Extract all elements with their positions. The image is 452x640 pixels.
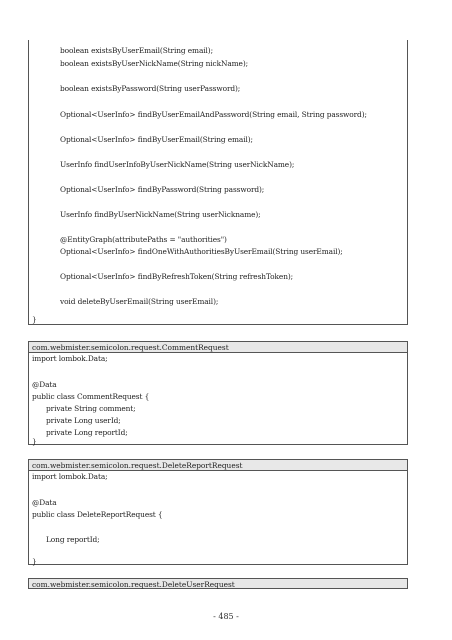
code-line: UserInfo findUserInfoByUserNickName(String userNickName); [60,160,295,169]
class-path-label: com.webmister.semicolon.request.DeleteUserRequest [32,580,235,589]
code-line: UserInfo findByUserNickName(String userNickname); [60,210,261,219]
code-line: boolean existsByPassword(String userPassword); [60,84,241,93]
code-line: boolean existsByUserNickName(String nickName); [60,59,249,68]
code-line: void deleteByUserEmail(String userEmail); [60,297,219,306]
code-line: Long reportId; [46,535,100,544]
page-number: - 485 - [213,612,239,621]
code-block-header [29,342,407,353]
closing-brace: } [32,437,37,446]
code-block-user-repository [28,40,408,325]
code-line: public class CommentRequest { [32,392,150,401]
code-line: @EntityGraph(attributePaths = "authorities") [60,235,227,244]
code-line: private String comment; [46,404,136,413]
code-line: public class DeleteReportRequest { [32,510,163,519]
code-block-header [29,460,407,471]
code-line: private Long reportId; [46,428,128,437]
code-line: boolean existsByUserEmail(String email); [60,46,213,55]
code-line: import lombok.Data; [32,354,108,363]
class-path-label: com.webmister.semicolon.request.CommentRequest [32,343,229,352]
code-line: @Data [32,498,57,507]
code-line: Optional<UserInfo> findOneWithAuthoritiesByUserEmail(String userEmail); [60,247,343,256]
code-line: Optional<UserInfo> findByRefreshToken(String refreshToken); [60,272,294,281]
code-block-delete-report-request [28,459,408,565]
code-line: import lombok.Data; [32,472,108,481]
code-line: Optional<UserInfo> findByUserEmail(String email); [60,135,253,144]
closing-brace: } [32,315,37,324]
code-line: Optional<UserInfo> findByPassword(String password); [60,185,265,194]
code-block-delete-user-request [28,578,408,589]
code-line: @Data [32,380,57,389]
class-path-label: com.webmister.semicolon.request.DeleteReportRequest [32,461,243,470]
closing-brace: } [32,557,37,566]
code-line: private Long userId; [46,416,121,425]
code-block-comment-request [28,341,408,445]
code-line: Optional<UserInfo> findByUserEmailAndPassword(String email, String password); [60,110,367,119]
